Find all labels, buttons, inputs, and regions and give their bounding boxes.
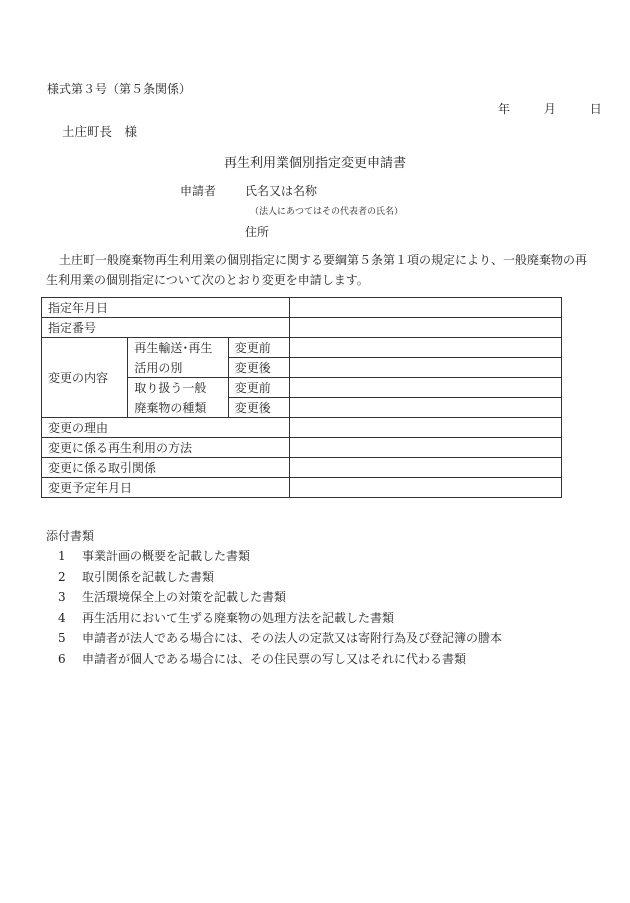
transport-before-field[interactable]: [289, 338, 561, 358]
table-row: [42, 318, 562, 338]
change-content-label: 変更の内容: [42, 338, 128, 418]
waste-after-field[interactable]: [289, 398, 561, 418]
reason-label: 変更の理由: [42, 418, 290, 438]
waste-type-label-1: 取り扱う一般: [128, 378, 228, 398]
name-label: 氏名又は名称: [245, 184, 318, 198]
addressee: 土庄町長 様: [62, 124, 138, 139]
intro-paragraph: 土庄町一般廃棄物再生利用業の個別指定に関する要綱第５条第１項の規定により、一般廃棄物の再生利用業の個別指定について次のとおり変更を申請します。: [46, 253, 588, 287]
table-row: [42, 298, 562, 318]
waste-before-field[interactable]: [289, 378, 561, 398]
designation-number-label: 指定番号: [42, 318, 290, 338]
waste-type-label-2: 廃棄物の種類: [128, 398, 228, 418]
transport-after-field[interactable]: [289, 358, 561, 378]
attachments-title: 添付書類: [46, 529, 95, 543]
table-row: [42, 418, 562, 438]
date-line: [498, 100, 602, 117]
table-row: [42, 438, 562, 458]
reason-field[interactable]: [289, 418, 561, 438]
list-item: 5 申請者が法人である場合には、その法人の定款又は寄附行為及び登記簿の謄本: [58, 631, 503, 645]
method-label: 変更に係る再生利用の方法: [42, 438, 290, 458]
list-item: 2 取引関係を記載した書類: [58, 569, 215, 584]
date-month-label: 月: [543, 102, 556, 116]
list-item: 6 申請者が個人である場合には、その住民票の写し又はそれに代わる書類: [58, 651, 467, 666]
list-item: 4 再生活用において生ずる廃棄物の処理方法を記載した書類: [58, 610, 395, 625]
application-table: [41, 297, 562, 498]
before-label: 変更前: [228, 338, 289, 358]
table-row: [42, 338, 562, 358]
after-label: 変更後: [228, 398, 289, 418]
before-label: 変更前: [228, 378, 289, 398]
list-item: 3 生活環境保全上の対策を記載した書類: [58, 590, 287, 604]
transport-type-label-1: 再生輸送･再生: [128, 338, 228, 358]
applicant-label: 申請者: [180, 184, 217, 198]
date-day-label: 日: [589, 102, 602, 116]
transactions-field[interactable]: [289, 458, 561, 478]
list-item: 1 事業計画の概要を記載した書類: [58, 549, 251, 563]
planned-date-field[interactable]: [289, 478, 561, 498]
after-label: 変更後: [228, 358, 289, 378]
designation-number-field[interactable]: [289, 318, 561, 338]
name-note: （法人にあつてはその代表者の氏名）: [250, 207, 404, 217]
designation-date-label: 指定年月日: [42, 298, 290, 318]
attachments-list: [58, 546, 502, 669]
table-row: [42, 478, 562, 498]
address-label: 住所: [245, 225, 270, 239]
planned-date-label: 変更予定年月日: [42, 478, 290, 498]
designation-date-field[interactable]: [289, 298, 561, 318]
table-row: [42, 458, 562, 478]
method-field[interactable]: [289, 438, 561, 458]
document-title: 再生利用業個別指定変更申請書: [223, 156, 406, 171]
date-year-label: 年: [498, 102, 511, 116]
form-number: 様式第３号（第５条関係）: [47, 82, 192, 96]
transport-type-label-2: 活用の別: [128, 358, 228, 378]
transactions-label: 変更に係る取引関係: [42, 458, 290, 478]
